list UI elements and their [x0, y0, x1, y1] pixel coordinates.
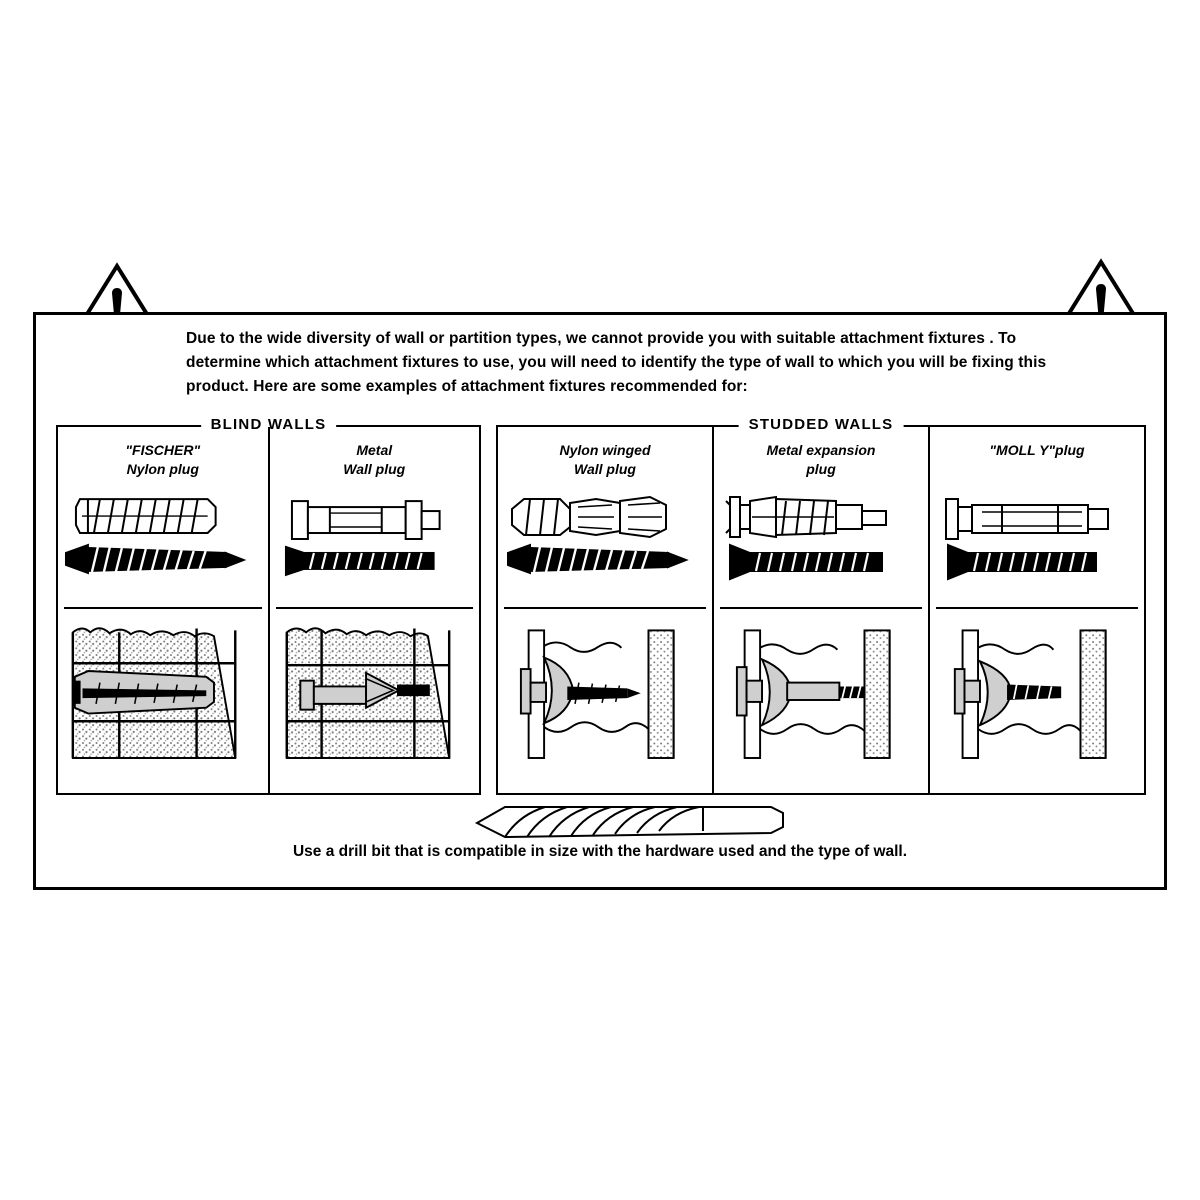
label-line-2: Wall plug [343, 460, 406, 477]
intro-paragraph: Due to the wide diversity of wall or partition types, we cannot provide you with suitable attachment fixtures . To determine which attachment fixtures to use, you will need to identify the type of wall to which you will be fixing this product. Here are some examples of attachment fixtures recommended for: [186, 330, 1047, 396]
machine-screw-icon [285, 547, 433, 575]
column-divider [936, 607, 1138, 609]
column-metal-expansion-plug [712, 427, 928, 793]
metal-expansion-plug-icon [726, 497, 886, 537]
wall-section-metal-expansion [714, 613, 928, 787]
nylon-winged-plug-icon [512, 497, 666, 537]
column-nylon-winged-wall-plug [498, 427, 712, 793]
label-line-1: Metal expansion [766, 442, 876, 458]
column-metal-wall-plug [268, 427, 480, 793]
group-title-blind-walls: BLIND WALLS [201, 416, 337, 433]
column-divider [276, 607, 474, 609]
column-label-metal-expansion [714, 441, 928, 479]
column-divider [720, 607, 922, 609]
wall-section-nylon-winged [498, 613, 712, 787]
column-molly-plug [928, 427, 1144, 793]
column-label-molly [930, 441, 1144, 460]
column-fischer-nylon-plug [58, 427, 268, 793]
column-divider [64, 607, 262, 609]
wall-section-molly [930, 613, 1144, 787]
installed-plug-and-screw [75, 671, 214, 714]
column-label-nylon-winged [498, 441, 712, 479]
instruction-panel [33, 312, 1167, 890]
label-line-1: Nylon winged [559, 442, 651, 458]
wood-screw-icon [66, 545, 244, 573]
label-line-1: Metal [356, 442, 393, 458]
machine-screw-icon [948, 545, 1096, 579]
molly-plug-icon [946, 499, 1108, 539]
hardware-illustration-molly [930, 485, 1144, 595]
label-line-1: "MOLL Y"plug [989, 442, 1085, 458]
label-line-2: Wall plug [574, 460, 636, 477]
machine-screw-icon [730, 545, 882, 579]
wall-section-metal-wall-plug [270, 613, 480, 787]
group-blind-walls [56, 416, 481, 795]
group-studded-walls [496, 416, 1146, 795]
group-title-studded-walls: STUDDED WALLS [739, 416, 904, 433]
drill-bit-caption: Use a drill bit that is compatible in size with the hardware used and the type of wall. [292, 843, 908, 860]
hardware-illustration-fischer [58, 485, 268, 595]
wood-screw-icon [508, 545, 686, 573]
label-line-2: plug [806, 460, 836, 477]
nylon-plug-icon [76, 499, 216, 533]
column-divider [504, 607, 706, 609]
metal-wall-plug-icon [291, 501, 439, 539]
drill-bit-icon [471, 793, 791, 843]
column-label-metal-wall-plug [270, 441, 480, 479]
hardware-illustration-metal-expansion [714, 485, 928, 595]
column-label-fischer [58, 441, 268, 479]
hardware-illustration-metal-wall-plug [270, 485, 480, 595]
hardware-illustration-nylon-winged [498, 485, 712, 595]
label-line-1: "FISCHER" [125, 442, 201, 458]
label-line-2: Nylon plug [126, 460, 199, 477]
wall-section-fischer [58, 613, 268, 787]
